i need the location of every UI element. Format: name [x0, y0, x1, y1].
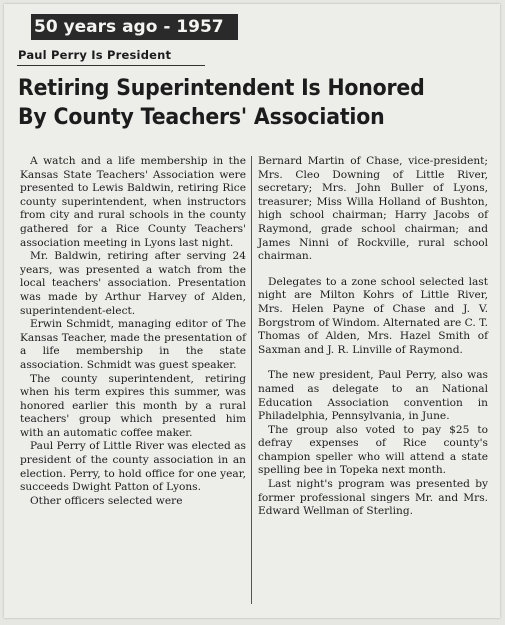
paragraph: A watch and a life membership in the Kansas State Teachers' Association were presented to Lewis Baldwin, retiring Rice county superintendent, when instructors from city and rural schools in the county gathered for a Rice County Teachers' association meeting in Lyons last night.	[20, 155, 246, 249]
paragraph: The group also voted to pay $25 to defray expenses of Rice county's champion speller who will attend a state spelling bee in Topeka next month.	[258, 423, 488, 477]
column-kicker: 50 years ago - 1957	[31, 14, 238, 40]
article-headline	[18, 74, 455, 132]
article-column-right	[258, 155, 488, 519]
paragraph: Last night's program was presented by former professional singers Mr. and Mrs. Edward Wellman of Sterling.	[258, 478, 488, 518]
article-column-left	[20, 155, 246, 508]
subhead-divider	[17, 65, 205, 66]
headline-line-2: By County Teachers' Association	[18, 105, 385, 130]
headline-line-1: Retiring Superintendent Is Honored	[18, 76, 425, 101]
paragraph: The new president, Paul Perry, also was named as delegate to an National Education Association convention in Philadelphia, Pennsylvania, in June.	[258, 369, 488, 423]
paragraph: Bernard Martin of Chase, vice-president; Mrs. Cleo Downing of Little River, secretary; Mrs. John Buller of Lyons, treasurer; Miss Willa Holland of Bushton, high school chairman; Harry Jacobs of Raymond, grade school chairman; and James Ninni of Rockville, rural school chairman.	[258, 155, 488, 263]
paragraph: Paul Perry of Little River was elected as president of the county association in an election. Perry, to hold office for one year, succeeds Dwight Patton of Lyons.	[20, 440, 246, 494]
paragraph: Delegates to a zone school selected last night are Milton Kohrs of Little River, Mrs. Helen Payne of Chase and J. V. Borgstrom of Windom. Alternated are C. T. Thomas of Alden, Mrs. Hazel Smith of Saxman and J. R. Linville of Raymond.	[258, 275, 488, 356]
paragraph: Other officers selected were	[30, 494, 183, 507]
paragraph: Erwin Schmidt, managing editor of The Kansas Teacher, made the presentation of a life membership in the state association. Schmidt was guest speaker.	[20, 318, 246, 371]
column-divider	[251, 156, 252, 604]
paragraph: Mr. Baldwin, retiring after serving 24 years, was presented a watch from the local teachers' association. Presentation was made by Arthur Harvey of Alden, superintendent-elect.	[20, 250, 246, 317]
article-subhead: Paul Perry Is President	[18, 48, 172, 62]
paragraph: The county superintendent, retiring when his term expires this summer, was honored earlier this month by a rural teachers' group which presented him with an automatic coffee maker.	[20, 372, 246, 439]
